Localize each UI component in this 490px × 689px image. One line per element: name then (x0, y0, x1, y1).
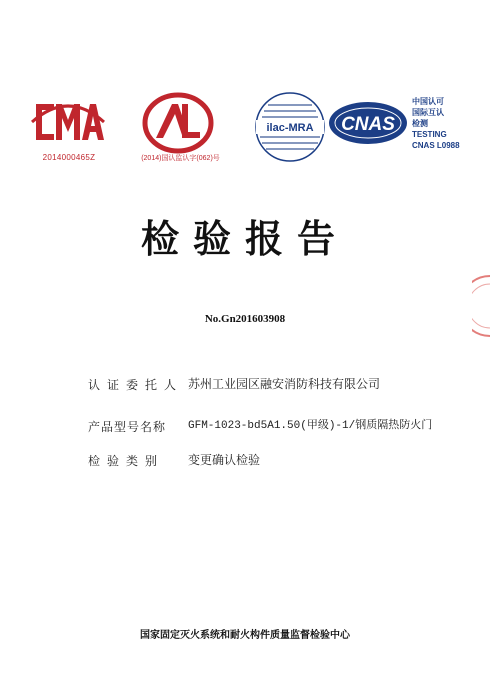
cma-code: 2014000465Z (42, 153, 96, 162)
cnas-caption (412, 96, 488, 151)
report-number: No.Gn201603908 (204, 313, 286, 325)
issuing-organization: 国家固定灭火系统和耐火构件质量监督检验中心 (140, 630, 350, 641)
cal-logo (142, 92, 214, 154)
ilac-text: ilac-MRA (266, 122, 314, 134)
cnas-line-4: TESTING (412, 130, 447, 139)
seal-stamp (472, 274, 490, 338)
cma-logo (28, 96, 108, 148)
cnas-line-1: 中国认可 (412, 97, 444, 106)
cnas-line-5: CNAS L0988 (412, 141, 460, 150)
field-category-value: 变更确认检验 (188, 453, 261, 467)
cnas-line-3: 检测 (412, 119, 428, 128)
field-model-value: GFM-1023-bd5A1.50(甲级)-1/钢质隔热防火门 (188, 420, 433, 432)
field-model-label: 产品型号名称 (88, 420, 167, 434)
cnas-line-2: 国际互认 (412, 108, 444, 117)
cnas-text: CNAS (341, 114, 395, 135)
cal-code: (2014)国认监认字(062)号 (141, 155, 220, 162)
field-client-value: 苏州工业园区融安消防科技有限公司 (188, 377, 381, 391)
ilac-mra-logo (254, 91, 326, 163)
cnas-logo (328, 101, 408, 145)
report-title: 检验报告 (140, 217, 349, 261)
field-category-label: 检验类别 (88, 454, 165, 468)
field-client-label: 认证委托人 (88, 378, 184, 392)
